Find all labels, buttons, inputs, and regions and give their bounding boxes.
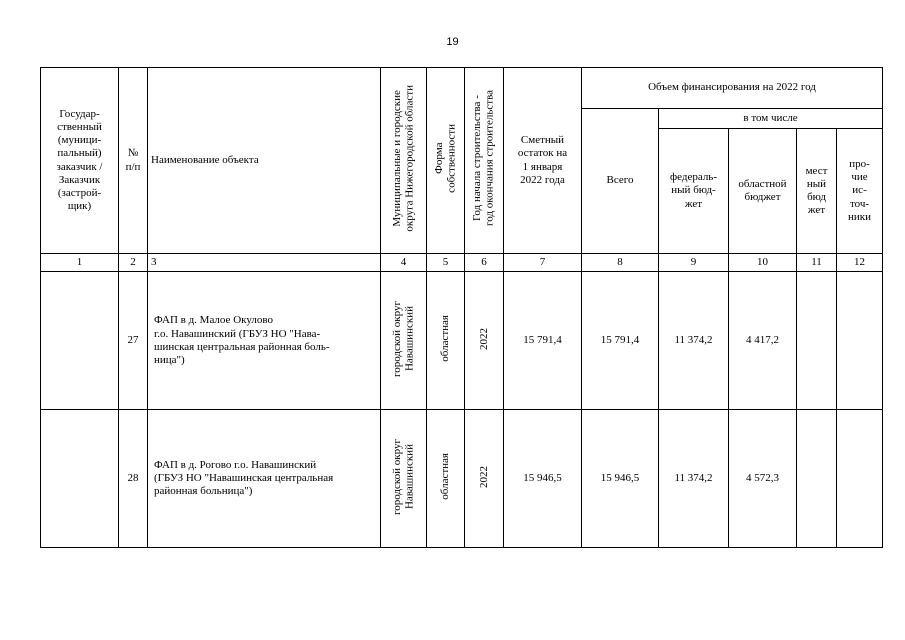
- cell-customer: [41, 272, 119, 410]
- cell-ownership-text: областная: [439, 315, 452, 362]
- cell-other: [837, 410, 883, 548]
- header-years: [465, 68, 504, 254]
- cell-object-name: ФАП в д. Рогово г.о. Навашинский (ГБУЗ НО "Навашинская центральная районная больница"): [148, 410, 381, 548]
- cell-federal: 11 374,2: [659, 272, 729, 410]
- cell-remainder: 15 791,4: [504, 272, 582, 410]
- cell-customer: [41, 410, 119, 548]
- col-number: 10: [729, 254, 797, 272]
- col-number: 6: [465, 254, 504, 272]
- cell-district-text: городской округ Навашинский: [390, 300, 416, 377]
- header-object-name: Наименование объекта: [148, 68, 381, 254]
- cell-object-name: ФАП в д. Малое Окулово г.о. Навашинский (ГБУЗ НО "Нава- шинская центральная районная боль- ница"): [148, 272, 381, 410]
- cell-total: 15 946,5: [582, 410, 659, 548]
- col-number: 4: [381, 254, 427, 272]
- header-remainder: Сметный остаток на 1 января 2022 года: [504, 68, 582, 254]
- col-number: 12: [837, 254, 883, 272]
- cell-total: 15 791,4: [582, 272, 659, 410]
- cell-federal: 11 374,2: [659, 410, 729, 548]
- column-number-row: [41, 254, 883, 272]
- cell-years: [465, 410, 504, 548]
- header-funding: Объем финансирования на 2022 год: [582, 68, 883, 109]
- cell-remainder: 15 946,5: [504, 410, 582, 548]
- header-regional: областной бюджет: [729, 129, 797, 254]
- table-row: [41, 410, 883, 548]
- header-ownership: [427, 68, 465, 254]
- col-number: 9: [659, 254, 729, 272]
- cell-years: [465, 272, 504, 410]
- cell-number: 28: [119, 410, 148, 548]
- cell-years-text: 2022: [477, 465, 490, 488]
- col-number: 5: [427, 254, 465, 272]
- cell-ownership-text: областная: [439, 453, 452, 500]
- cell-district-text: городской округ Навашинский: [390, 438, 416, 515]
- col-number: 3: [148, 254, 381, 272]
- col-number: 11: [797, 254, 837, 272]
- cell-years-text: 2022: [477, 327, 490, 350]
- col-number: 1: [41, 254, 119, 272]
- col-number: 7: [504, 254, 582, 272]
- header-other: про- чие ис- точ- ники: [837, 129, 883, 254]
- cell-local: [797, 410, 837, 548]
- cell-district: [381, 410, 427, 548]
- table-row: [41, 272, 883, 410]
- header-district-text: Муниципальные и городские округа Нижегородской области: [390, 85, 416, 232]
- cell-number: 27: [119, 272, 148, 410]
- cell-district: [381, 272, 427, 410]
- header-district: [381, 68, 427, 254]
- header-federal: федераль- ный бюд- жет: [659, 129, 729, 254]
- col-number: 2: [119, 254, 148, 272]
- cell-regional: 4 572,3: [729, 410, 797, 548]
- col-number: 8: [582, 254, 659, 272]
- cell-other: [837, 272, 883, 410]
- cell-local: [797, 272, 837, 410]
- header-customer: Государ- ственный (муници- пальный) заказчик / Заказчик (застрой- щик): [41, 68, 119, 254]
- cell-ownership: [427, 272, 465, 410]
- header-including: в том числе: [659, 109, 883, 129]
- header-years-text: Год начала строительства - год окончания строительства: [471, 90, 496, 227]
- page-number: 19: [446, 36, 459, 48]
- header-number: № п/п: [119, 68, 148, 254]
- cell-ownership: [427, 410, 465, 548]
- header-row-1: [41, 68, 883, 109]
- header-ownership-text: Форма собственности: [432, 124, 458, 193]
- funding-table: [40, 67, 883, 548]
- header-local: мест ный бюд жет: [797, 129, 837, 254]
- cell-regional: 4 417,2: [729, 272, 797, 410]
- header-total: Всего: [582, 109, 659, 254]
